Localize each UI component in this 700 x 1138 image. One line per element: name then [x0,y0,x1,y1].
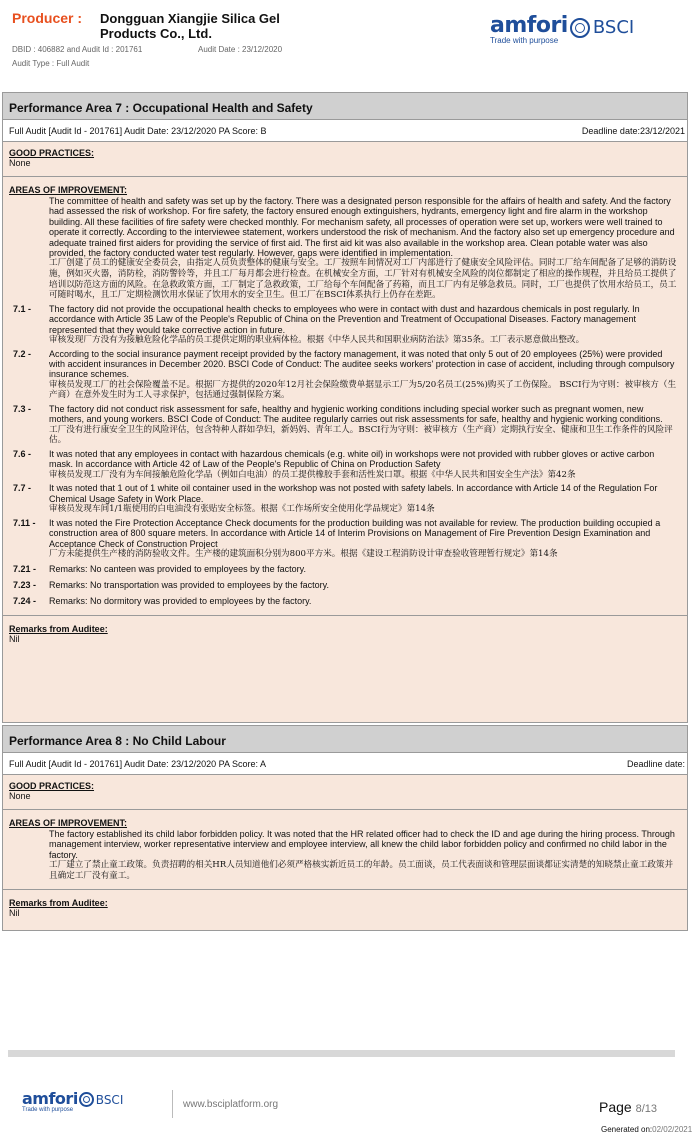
generated-on [601,1125,692,1134]
pa7-title: Performance Area 7 : Occupational Health and Safety [3,93,687,120]
pa8-summary [3,753,687,775]
pa8-intro-zh: 工厂建立了禁止童工政策。负责招聘的相关HR人员知道他们必须严格核实新近员工的年龄。员工面谈，员工代表面谈和管理层面谈都证实清楚的知晓禁止童工政策并且确定工厂没有童工。 [49,860,674,881]
finding-text-zh: 厂方未能提供生产楼的消防验收文件。生产楼的建筑面积分别为800平方米。根据《建设工程消防设计审查验收管理暂行规定》第14条 [49,549,558,560]
page-label: Page [599,1099,632,1115]
finding-item [3,518,687,560]
pa7-good-practices-text: None [9,158,31,168]
amfori-wordmark: amfori [490,13,568,38]
footer-divider-bar [8,1050,675,1057]
finding-item [3,564,687,574]
generated-date: 02/02/2021 [652,1125,693,1134]
finding-item [3,304,687,346]
pa8-good-practices-title: GOOD PRACTICES: [9,781,95,791]
dbid: DBID : 406882 and Audit Id : 201761 [12,45,143,54]
pa7-improvement-title: AREAS OF IMPROVEMENT: [9,185,128,195]
finding-number: 7.2 - [13,348,32,359]
finding-number: 7.3 - [13,404,32,415]
bsci-wordmark: BSCI [95,1092,124,1107]
pa8-remarks-title: Remarks from Auditee: [9,898,108,909]
finding-text-zh: 审核员发现工厂没有为车间接触危险化学品（例如白电油）的员工提供橡胶手套和活性炭口罩。根据《中华人民共和国安全生产法》第42条 [49,469,576,480]
finding-number: 7.11 - [13,517,36,528]
finding-number: 7.6 - [13,449,32,460]
finding-text-zh: 审核员发现车间1/1瓶使用的白电油没有张贴安全标签。根据《工作场所安全使用化学品规定》第14条 [49,504,435,515]
finding-text-en: It was noted that any employees in contact with hazardous chemicals (e.g. white oil) in workshops were not provided with rubber gloves or active carbon mask. In accordance with Article 42 of Law of the People's Republic of China on Production Safety [49,449,655,470]
finding-number: 7.24 - [13,596,37,607]
finding-text-zh: 工厂没有进行康安全卫生的风险评估，包含特种人群如孕妇，新妈妈、青年工人。BSCI行为守则：被审核方（生产商）定期执行安全、健康和卫生工作条件的风险评估。 [49,424,673,446]
finding-text-en: The factory did not provide the occupational health checks to employees who were in contact with dust and hazardous chemicals in post regularly. In accordance with Article 35 Law of the People's Republic of China on the Prevention and Treatment of Occupational Diseases. Factory management represented that they would take corrective action in future. [49,303,640,335]
logo-tagline: Trade with purpose [490,36,559,46]
page-indicator [599,1099,657,1115]
finding-number: 7.21 - [13,563,37,574]
pa7-good-practices-title: GOOD PRACTICES: [9,148,95,158]
footer-separator [172,1090,173,1118]
footer-amfori-bsci-logo [22,1089,123,1113]
logo-tagline: Trade with purpose [22,1107,74,1113]
finding-number: 7.7 - [13,483,32,494]
pa8-improvement-title: AREAS OF IMPROVEMENT: [9,818,128,828]
finding-item [3,483,687,514]
producer-name [100,11,280,41]
finding-number: 7.1 - [13,303,32,314]
pa7-deadline: Deadline date:23/12/2021 [581,126,685,136]
pa8-summary-text: Full Audit [Audit Id - 201761] Audit Date: 23/12/2020 PA Score: A [9,759,267,769]
finding-text-en: The factory did not conduct risk assessment for safe, healthy and hygienic working conditions including special worker such as pregnant women, new mothers, and young workers. BSCI Code of Conduct: The auditee regularly carries out risk assessments for safe, healthy and hygienic working conditions. [49,404,663,425]
audit-ids [12,45,283,54]
finding-text-zh: 审核发现厂方没有为接触危险化学品的员工提供定期的职业病体检。根据《中华人民共和国职业病防治法》第35条。工厂表示愿意做出整改。 [49,335,585,346]
finding-item [3,349,687,401]
producer-label: Producer : [12,10,83,26]
finding-number: 7.23 - [13,580,37,591]
pa7-summary-text: Full Audit [Audit Id - 201761] Audit Date: 23/12/2020 PA Score: B [9,126,267,136]
finding-item [3,404,687,446]
pa7-intro-zh: 工厂创建了员工的健康安全委员会，由指定人员负责整体的健康与安全。工厂按照车间情况对工厂内部进行了健康安全风险评估。同时工厂给车间配备了足够的消防设施，例如灭火器，消防栓，消防警铃等，并且工厂每月都会进行检查。在机械安全方面，工厂针对有机械安全风险的岗位都制定了相应的操作规程，并且给员工提供了培训以防范这方面的风险。在急救政策方面，工厂制定了急救政策，工厂给每个车间配备了药箱，而且工厂内有足够急救员。同时，工厂也提供了饮用水给员工，员工可随时喝水，且工厂定期检测饮用水保证了饮用水的安全卫生。但工厂在BSCI体系执行上仍存在差距。 [49,258,677,301]
pa7-summary [3,120,687,142]
finding-item [3,580,687,590]
finding-text-en: According to the social insurance payment receipt provided by the factory management, it was noted that only 5 out of 20 employees (25%) were provided with accident insurances in December 2020. BSCI Code of Conduct: The auditee seeks workers' protection in case of accident, including through compulsory insurance schemes. [49,348,675,380]
pa7-remarks-title: Remarks from Auditee: [9,623,108,634]
finding-text-en: It was noted the Fire Protection Acceptance Check documents for the production building was not available for review. The production building occupied a construction area of 800 square meters. In accordance with Article 14 of Interim Provisions on Management of Fire Prevention Design Examination and Acceptance Check of Construction Project [49,517,661,549]
bsci-wordmark: BSCI [592,17,635,39]
audit-type: Audit Type : Full Audit [12,59,90,68]
pa7-remarks-text: Nil [9,633,20,644]
finding-item [3,449,687,480]
finding-text-en: Remarks: No dormitory was provided to employees by the factory. [49,596,312,607]
finding-item [3,596,687,606]
pa8-deadline: Deadline date: [626,759,685,769]
amfori-ring-icon [79,1092,94,1107]
finding-text-en: Remarks: No canteen was provided to employees by the factory. [49,563,306,574]
finding-text-zh: 审核员发现工厂的社会保险覆盖不足。根据厂方提供的2020年12月社会保险缴费单据显示工厂为5/20名员工(25%)购买了工伤保险。 BSCI行为守则：被审核方（生产商）在意外发生时为工人寻求保护，包括通过强制保险方案。 [49,379,677,401]
pa8-remarks-text: Nil [9,908,20,919]
finding-text-en: It was noted that 1 out of 1 white oil container used in the workshop was not posted with safety labels. In accordance with Article 14 of the Regulation For Chemical Usage Safety in Work Place. [49,483,658,504]
page-number: 8/13 [635,1103,658,1115]
pa8-intro-en: The factory established its child labor forbidden policy. It was noted that the HR related officer had to check the ID and age during the hiring process. Through management interview, worker representative interview and employee interview, all knew the child labor forbidden policy and confirmed no child labor in the factory. [49,829,675,860]
performance-area-7 [2,92,688,723]
performance-area-8 [2,725,688,931]
producer-name-line2: Products Co., Ltd. [100,26,212,41]
pa7-intro-en: The committee of health and safety was set up by the factory. There was a designated person responsible for the affairs of health and safety. And the factory had assessed the risk of workshop. For fire safety, the factory ensured enough extinguishers, hydrants, emergency light and fire alarm in the workshop building. All these facilities of fire safety were checked monthly. For mechanism safety, all processes of operation were set up, workers were well trained to operate it correctly. According to the interviewee statement, workers understood the risk of mechanism. And the factory also set up emergency procedure and adequate trained first aiders for providing the service of first aid. The first aid kit was also available in the workshop area. Clean potable water was also provided, the factory conducted water test regularly. However, gaps were identified in implementation. [49,196,675,259]
audit-date: Audit Date : 23/12/2020 [198,45,283,54]
amfori-ring-icon [570,18,590,38]
pa8-title: Performance Area 8 : No Child Labour [3,726,687,753]
pa8-good-practices-text: None [9,791,31,801]
footer-website-link[interactable]: www.bsciplatform.org [183,1099,279,1110]
finding-text-en: Remarks: No transportation was provided to employees by the factory. [49,580,329,591]
producer-name-line1: Dongguan Xiangjie Silica Gel [100,11,280,26]
generated-label: Generated on: [601,1125,653,1134]
amfori-bsci-logo [490,13,634,45]
amfori-wordmark: amfori [22,1089,78,1108]
